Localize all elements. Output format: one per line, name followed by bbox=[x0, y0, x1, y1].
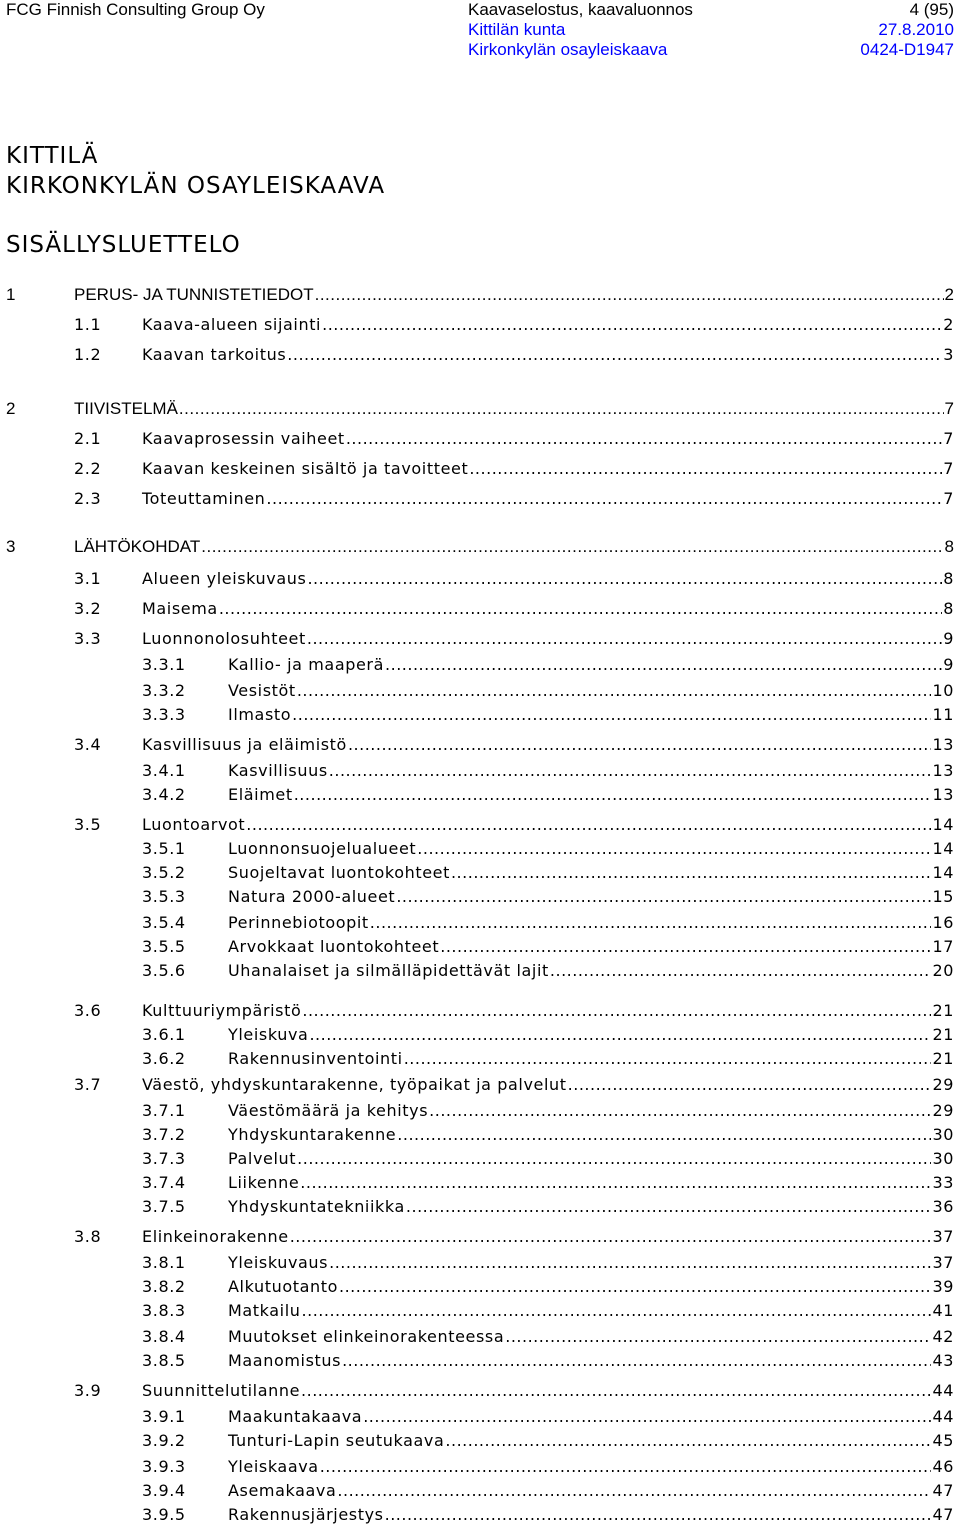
toc-entry-title: Luontoarvot bbox=[142, 815, 246, 834]
toc-entry-title: Elinkeinorakenne bbox=[142, 1227, 289, 1246]
toc-entry-title: Väestömäärä ja kehitys bbox=[228, 1101, 429, 1120]
toc-entry-3-5-5[interactable] bbox=[142, 936, 954, 958]
toc-entry-page: 14 bbox=[932, 815, 954, 834]
toc-entry-number: 3.9.5 bbox=[142, 1505, 186, 1524]
toc-dot-leader bbox=[404, 1048, 932, 1070]
toc-entry-page: 13 bbox=[932, 785, 954, 804]
toc-entry-number: 3.8.4 bbox=[142, 1327, 186, 1346]
toc-entry-title: Väestö, yhdyskuntarakenne, työpaikat ja palvelut bbox=[142, 1075, 567, 1094]
toc-entry-page: 7 bbox=[944, 399, 954, 418]
toc-entry-page: 8 bbox=[943, 599, 954, 618]
toc-entry-title: Matkailu bbox=[228, 1301, 301, 1320]
toc-entry-title: Kasvillisuus ja eläimistö bbox=[142, 735, 347, 754]
toc-entry-number: 3.8.5 bbox=[142, 1351, 186, 1370]
toc-dot-leader bbox=[550, 960, 932, 982]
toc-dot-leader bbox=[568, 1074, 932, 1096]
header-plan-name: Kirkonkylän osayleiskaava bbox=[468, 40, 668, 59]
toc-entry-title: Alkutuotanto bbox=[228, 1277, 338, 1296]
toc-entry-page: 9 bbox=[943, 655, 954, 674]
toc-entry-page: 16 bbox=[932, 913, 954, 932]
header-page-number: 4 (95) bbox=[909, 0, 954, 19]
toc-entry-number: 3.9.1 bbox=[142, 1407, 186, 1426]
toc-entry-3-5-2[interactable] bbox=[142, 862, 954, 884]
toc-entry-3-6[interactable] bbox=[74, 1000, 954, 1022]
toc-dot-leader bbox=[302, 1000, 931, 1022]
toc-entry-title: Yhdyskuntatekniikka bbox=[228, 1197, 405, 1216]
toc-entry-number: 3.6.2 bbox=[142, 1049, 186, 1068]
toc-dot-leader bbox=[342, 1350, 931, 1372]
toc-dot-leader bbox=[348, 734, 931, 756]
toc-dot-leader bbox=[469, 458, 942, 480]
toc-entry-page: 33 bbox=[932, 1173, 954, 1192]
toc-entry-page: 46 bbox=[932, 1457, 954, 1476]
toc-dot-leader bbox=[179, 398, 944, 420]
toc-entry-number: 3.3.1 bbox=[142, 655, 186, 674]
toc-dot-leader bbox=[385, 1504, 932, 1526]
toc-entry-3-7-4[interactable] bbox=[142, 1172, 954, 1194]
toc-entry-3-5-6[interactable] bbox=[142, 960, 954, 982]
toc-entry-page: 7 bbox=[943, 489, 954, 508]
toc-entry-number: 1.2 bbox=[74, 345, 102, 364]
toc-entry-number: 3.1 bbox=[74, 569, 102, 588]
toc-entry-2[interactable] bbox=[6, 398, 954, 420]
header-date: 27.8.2010 bbox=[878, 20, 954, 39]
toc-entry-number: 3.5.1 bbox=[142, 839, 186, 858]
toc-dot-leader bbox=[429, 1100, 931, 1122]
toc-entry-number: 3.9.4 bbox=[142, 1481, 186, 1500]
toc-entry-title: Yhdyskuntarakenne bbox=[228, 1125, 397, 1144]
header-doc-type: Kaavaselostus, kaavaluonnos bbox=[468, 0, 693, 19]
toc-entry-3-9-5[interactable] bbox=[142, 1504, 954, 1526]
toc-entry-number: 3.8.1 bbox=[142, 1253, 186, 1272]
toc-dot-leader bbox=[320, 1456, 932, 1478]
toc-entry-3-3-1[interactable] bbox=[142, 654, 954, 676]
toc-entry-3-4-1[interactable] bbox=[142, 760, 954, 782]
toc-entry-3-5-3[interactable] bbox=[142, 886, 954, 908]
toc-entry-title: Alueen yleiskuvaus bbox=[142, 569, 307, 588]
toc-entry-3-4[interactable] bbox=[74, 734, 954, 756]
toc-dot-leader bbox=[219, 598, 942, 620]
toc-dot-leader bbox=[337, 1480, 931, 1502]
toc-entry-title: Muutokset elinkeinorakenteessa bbox=[228, 1327, 505, 1346]
toc-entry-number: 3.7 bbox=[74, 1075, 102, 1094]
toc-entry-page: 21 bbox=[932, 1001, 954, 1020]
toc-entry-page: 47 bbox=[932, 1505, 954, 1524]
toc-entry-page: 43 bbox=[932, 1351, 954, 1370]
toc-entry-number: 3.8.3 bbox=[142, 1301, 186, 1320]
toc-entry-3-4-2[interactable] bbox=[142, 784, 954, 806]
toc-dot-leader bbox=[302, 1300, 932, 1322]
toc-dot-leader bbox=[309, 1024, 931, 1046]
toc-dot-leader bbox=[505, 1326, 931, 1348]
toc-entry-page: 20 bbox=[932, 961, 954, 980]
toc-entry-page: 47 bbox=[932, 1481, 954, 1500]
toc-entry-3-5-4[interactable] bbox=[142, 912, 954, 934]
toc-entry-number: 3.5 bbox=[74, 815, 102, 834]
toc-dot-leader bbox=[290, 1226, 932, 1248]
toc-entry-3-8-4[interactable] bbox=[142, 1326, 954, 1348]
toc-entry-page: 45 bbox=[932, 1431, 954, 1450]
toc-entry-title: Yleiskuvaus bbox=[228, 1253, 329, 1272]
title-line-1: KITTILÄ bbox=[6, 143, 99, 169]
toc-entry-title: Kallio- ja maaperä bbox=[228, 655, 385, 674]
toc-heading: SISÄLLYSLUETTELO bbox=[6, 232, 241, 258]
toc-entry-title: Toteuttaminen bbox=[142, 489, 266, 508]
toc-entry-number: 3.7.2 bbox=[142, 1125, 186, 1144]
toc-entry-page: 36 bbox=[932, 1197, 954, 1216]
toc-entry-3-7-5[interactable] bbox=[142, 1196, 954, 1218]
toc-entry-title: Kaava-alueen sijainti bbox=[142, 315, 322, 334]
toc-entry-title: Suojeltavat luontokohteet bbox=[228, 863, 450, 882]
toc-entry-number: 3.9.3 bbox=[142, 1457, 186, 1476]
toc-entry-page: 44 bbox=[932, 1407, 954, 1426]
toc-entry-title: Kasvillisuus bbox=[228, 761, 328, 780]
toc-dot-leader bbox=[396, 886, 931, 908]
toc-entry-3-1[interactable] bbox=[74, 568, 954, 590]
toc-dot-leader bbox=[246, 814, 931, 836]
toc-entry-page: 17 bbox=[932, 937, 954, 956]
toc-dot-leader bbox=[451, 862, 931, 884]
toc-entry-number: 3.7.4 bbox=[142, 1173, 186, 1192]
toc-entry-2-2[interactable] bbox=[74, 458, 954, 480]
toc-entry-number: 3.9 bbox=[74, 1381, 102, 1400]
toc-entry-number: 3 bbox=[6, 537, 16, 556]
toc-entry-page: 11 bbox=[932, 705, 954, 724]
toc-entry-page: 14 bbox=[932, 863, 954, 882]
toc-entry-page: 29 bbox=[932, 1075, 954, 1094]
toc-dot-leader bbox=[307, 568, 942, 590]
toc-entry-1[interactable] bbox=[6, 284, 954, 306]
toc-entry-3-7-1[interactable] bbox=[142, 1100, 954, 1122]
toc-entry-number: 1.1 bbox=[74, 315, 102, 334]
toc-dot-leader bbox=[406, 1196, 932, 1218]
toc-entry-page: 7 bbox=[943, 429, 954, 448]
toc-entry-number: 2.2 bbox=[74, 459, 102, 478]
header-doc-id: 0424-D1947 bbox=[860, 40, 954, 59]
toc-entry-number: 3.4.2 bbox=[142, 785, 186, 804]
toc-entry-title: Kaavan keskeinen sisältö ja tavoitteet bbox=[142, 459, 469, 478]
toc-entry-title: Palvelut bbox=[228, 1149, 297, 1168]
toc-entry-number: 3.5.6 bbox=[142, 961, 186, 980]
toc-dot-leader bbox=[294, 784, 932, 806]
toc-entry-title: Perinnebiotoopit bbox=[228, 913, 369, 932]
toc-entry-3-9-2[interactable] bbox=[142, 1430, 954, 1452]
toc-entry-3-8-2[interactable] bbox=[142, 1276, 954, 1298]
toc-entry-3-3-3[interactable] bbox=[142, 704, 954, 726]
toc-entry-title: Ilmasto bbox=[228, 705, 292, 724]
toc-dot-leader bbox=[385, 654, 942, 676]
toc-entry-page: 14 bbox=[932, 839, 954, 858]
toc-entry-3-9-1[interactable] bbox=[142, 1406, 954, 1428]
toc-entry-3-8[interactable] bbox=[74, 1226, 954, 1248]
toc-entry-title: Yleiskaava bbox=[228, 1457, 319, 1476]
toc-dot-leader bbox=[397, 1124, 931, 1146]
toc-entry-page: 7 bbox=[943, 459, 954, 478]
title-line-2: KIRKONKYLÄN OSAYLEISKAAVA bbox=[6, 173, 386, 199]
toc-entry-page: 39 bbox=[932, 1277, 954, 1296]
toc-entry-page: 13 bbox=[932, 735, 954, 754]
toc-dot-leader bbox=[363, 1406, 931, 1428]
toc-entry-title: Asemakaava bbox=[228, 1481, 337, 1500]
toc-entry-page: 37 bbox=[932, 1253, 954, 1272]
toc-entry-number: 3.3.3 bbox=[142, 705, 186, 724]
toc-entry-number: 2 bbox=[6, 399, 16, 418]
toc-entry-title: Maisema bbox=[142, 599, 218, 618]
toc-entry-page: 3 bbox=[943, 345, 954, 364]
toc-entry-number: 3.5.3 bbox=[142, 887, 186, 906]
toc-entry-number: 3.2 bbox=[74, 599, 102, 618]
toc-entry-title: LÄHTÖKOHDAT bbox=[74, 537, 201, 556]
toc-entry-title: Luonnonolosuhteet bbox=[142, 629, 306, 648]
toc-entry-page: 21 bbox=[932, 1025, 954, 1044]
toc-entry-3-9[interactable] bbox=[74, 1380, 954, 1402]
toc-dot-leader bbox=[300, 1172, 931, 1194]
toc-entry-3-7-3[interactable] bbox=[142, 1148, 954, 1170]
toc-entry-3-7[interactable] bbox=[74, 1074, 954, 1096]
toc-entry-title: Liikenne bbox=[228, 1173, 300, 1192]
toc-dot-leader bbox=[292, 704, 931, 726]
toc-entry-page: 41 bbox=[932, 1301, 954, 1320]
toc-entry-3-5[interactable] bbox=[74, 814, 954, 836]
toc-entry-3-9-3[interactable] bbox=[142, 1456, 954, 1478]
toc-dot-leader bbox=[307, 628, 942, 650]
toc-dot-leader bbox=[297, 1148, 931, 1170]
toc-entry-page: 10 bbox=[932, 681, 954, 700]
toc-entry-1-2[interactable] bbox=[74, 344, 954, 366]
toc-entry-2-1[interactable] bbox=[74, 428, 954, 450]
toc-dot-leader bbox=[445, 1430, 931, 1452]
toc-entry-page: 30 bbox=[932, 1149, 954, 1168]
toc-entry-title: Kulttuuriympäristö bbox=[142, 1001, 302, 1020]
toc-entry-title: PERUS- JA TUNNISTETIEDOT bbox=[74, 285, 314, 304]
toc-entry-title: Luonnonsuojelualueet bbox=[228, 839, 417, 858]
toc-entry-3-7-2[interactable] bbox=[142, 1124, 954, 1146]
toc-entry-page: 37 bbox=[932, 1227, 954, 1246]
toc-entry-title: Maanomistus bbox=[228, 1351, 342, 1370]
toc-entry-number: 2.3 bbox=[74, 489, 102, 508]
toc-entry-3-8-5[interactable] bbox=[142, 1350, 954, 1372]
toc-entry-3-3-2[interactable] bbox=[142, 680, 954, 702]
toc-entry-3-6-2[interactable] bbox=[142, 1048, 954, 1070]
toc-entry-number: 1 bbox=[6, 285, 16, 304]
toc-entry-title: Vesistöt bbox=[228, 681, 296, 700]
toc-entry-page: 8 bbox=[943, 569, 954, 588]
toc-entry-2-3[interactable] bbox=[74, 488, 954, 510]
toc-dot-leader bbox=[417, 838, 931, 860]
toc-entry-title: Yleiskuva bbox=[228, 1025, 309, 1044]
toc-entry-title: Natura 2000-alueet bbox=[228, 887, 396, 906]
toc-entry-page: 13 bbox=[932, 761, 954, 780]
toc-dot-leader bbox=[297, 680, 932, 702]
header-company: FCG Finnish Consulting Group Oy bbox=[6, 0, 265, 19]
toc-dot-leader bbox=[322, 314, 942, 336]
toc-entry-title: Rakennusjärjestys bbox=[228, 1505, 384, 1524]
header-municipality: Kittilän kunta bbox=[468, 20, 566, 39]
toc-entry-page: 8 bbox=[944, 537, 954, 556]
toc-dot-leader bbox=[440, 936, 931, 958]
toc-entry-3-6-1[interactable] bbox=[142, 1024, 954, 1046]
toc-dot-leader bbox=[339, 1276, 931, 1298]
toc-dot-leader bbox=[346, 428, 942, 450]
toc-entry-3-5-1[interactable] bbox=[142, 838, 954, 860]
toc-entry-3-8-3[interactable] bbox=[142, 1300, 954, 1322]
toc-entry-number: 3.4.1 bbox=[142, 761, 186, 780]
toc-entry-number: 3.7.3 bbox=[142, 1149, 186, 1168]
toc-dot-leader bbox=[301, 1380, 931, 1402]
toc-dot-leader bbox=[201, 536, 943, 558]
toc-entry-title: Rakennusinventointi bbox=[228, 1049, 403, 1068]
toc-dot-leader bbox=[266, 488, 942, 510]
toc-entry-page: 2 bbox=[943, 315, 954, 334]
toc-entry-page: 21 bbox=[932, 1049, 954, 1068]
toc-entry-number: 3.5.4 bbox=[142, 913, 186, 932]
toc-entry-title: Maakuntakaava bbox=[228, 1407, 363, 1426]
toc-entry-title: Eläimet bbox=[228, 785, 293, 804]
toc-entry-title: Kaavan tarkoitus bbox=[142, 345, 287, 364]
toc-entry-number: 3.7.1 bbox=[142, 1101, 186, 1120]
toc-entry-3-2[interactable] bbox=[74, 598, 954, 620]
toc-entry-title: Suunnittelutilanne bbox=[142, 1381, 301, 1400]
toc-entry-number: 3.9.2 bbox=[142, 1431, 186, 1450]
toc-entry-title: Kaavaprosessin vaiheet bbox=[142, 429, 345, 448]
toc-entry-page: 15 bbox=[932, 887, 954, 906]
toc-entry-page: 42 bbox=[932, 1327, 954, 1346]
toc-entry-title: Uhanalaiset ja silmälläpidettävät lajit bbox=[228, 961, 549, 980]
toc-dot-leader bbox=[370, 912, 932, 934]
toc-dot-leader bbox=[287, 344, 942, 366]
toc-entry-number: 3.4 bbox=[74, 735, 102, 754]
toc-dot-leader bbox=[329, 760, 932, 782]
toc-entry-page: 44 bbox=[932, 1381, 954, 1400]
toc-entry-number: 3.3 bbox=[74, 629, 102, 648]
toc-entry-title: TIIVISTELMÄ bbox=[74, 399, 178, 418]
toc-entry-number: 3.6.1 bbox=[142, 1025, 186, 1044]
toc-entry-number: 3.7.5 bbox=[142, 1197, 186, 1216]
toc-entry-number: 3.5.5 bbox=[142, 937, 186, 956]
toc-dot-leader bbox=[315, 284, 944, 306]
toc-entry-number: 3.8.2 bbox=[142, 1277, 186, 1296]
toc-entry-title: Tunturi-Lapin seutukaava bbox=[228, 1431, 445, 1450]
toc-entry-number: 3.3.2 bbox=[142, 681, 186, 700]
toc-entry-number: 3.5.2 bbox=[142, 863, 186, 882]
toc-dot-leader bbox=[329, 1252, 931, 1274]
toc-entry-number: 3.6 bbox=[74, 1001, 102, 1020]
toc-entry-page: 29 bbox=[932, 1101, 954, 1120]
toc-entry-3[interactable] bbox=[6, 536, 954, 558]
toc-entry-page: 9 bbox=[943, 629, 954, 648]
toc-entry-3-8-1[interactable] bbox=[142, 1252, 954, 1274]
toc-entry-3-9-4[interactable] bbox=[142, 1480, 954, 1502]
toc-entry-title: Arvokkaat luontokohteet bbox=[228, 937, 440, 956]
toc-entry-number: 3.8 bbox=[74, 1227, 102, 1246]
toc-entry-number: 2.1 bbox=[74, 429, 102, 448]
toc-entry-3-3[interactable] bbox=[74, 628, 954, 650]
toc-entry-page: 2 bbox=[944, 285, 954, 304]
toc-entry-page: 30 bbox=[932, 1125, 954, 1144]
toc-entry-1-1[interactable] bbox=[74, 314, 954, 336]
